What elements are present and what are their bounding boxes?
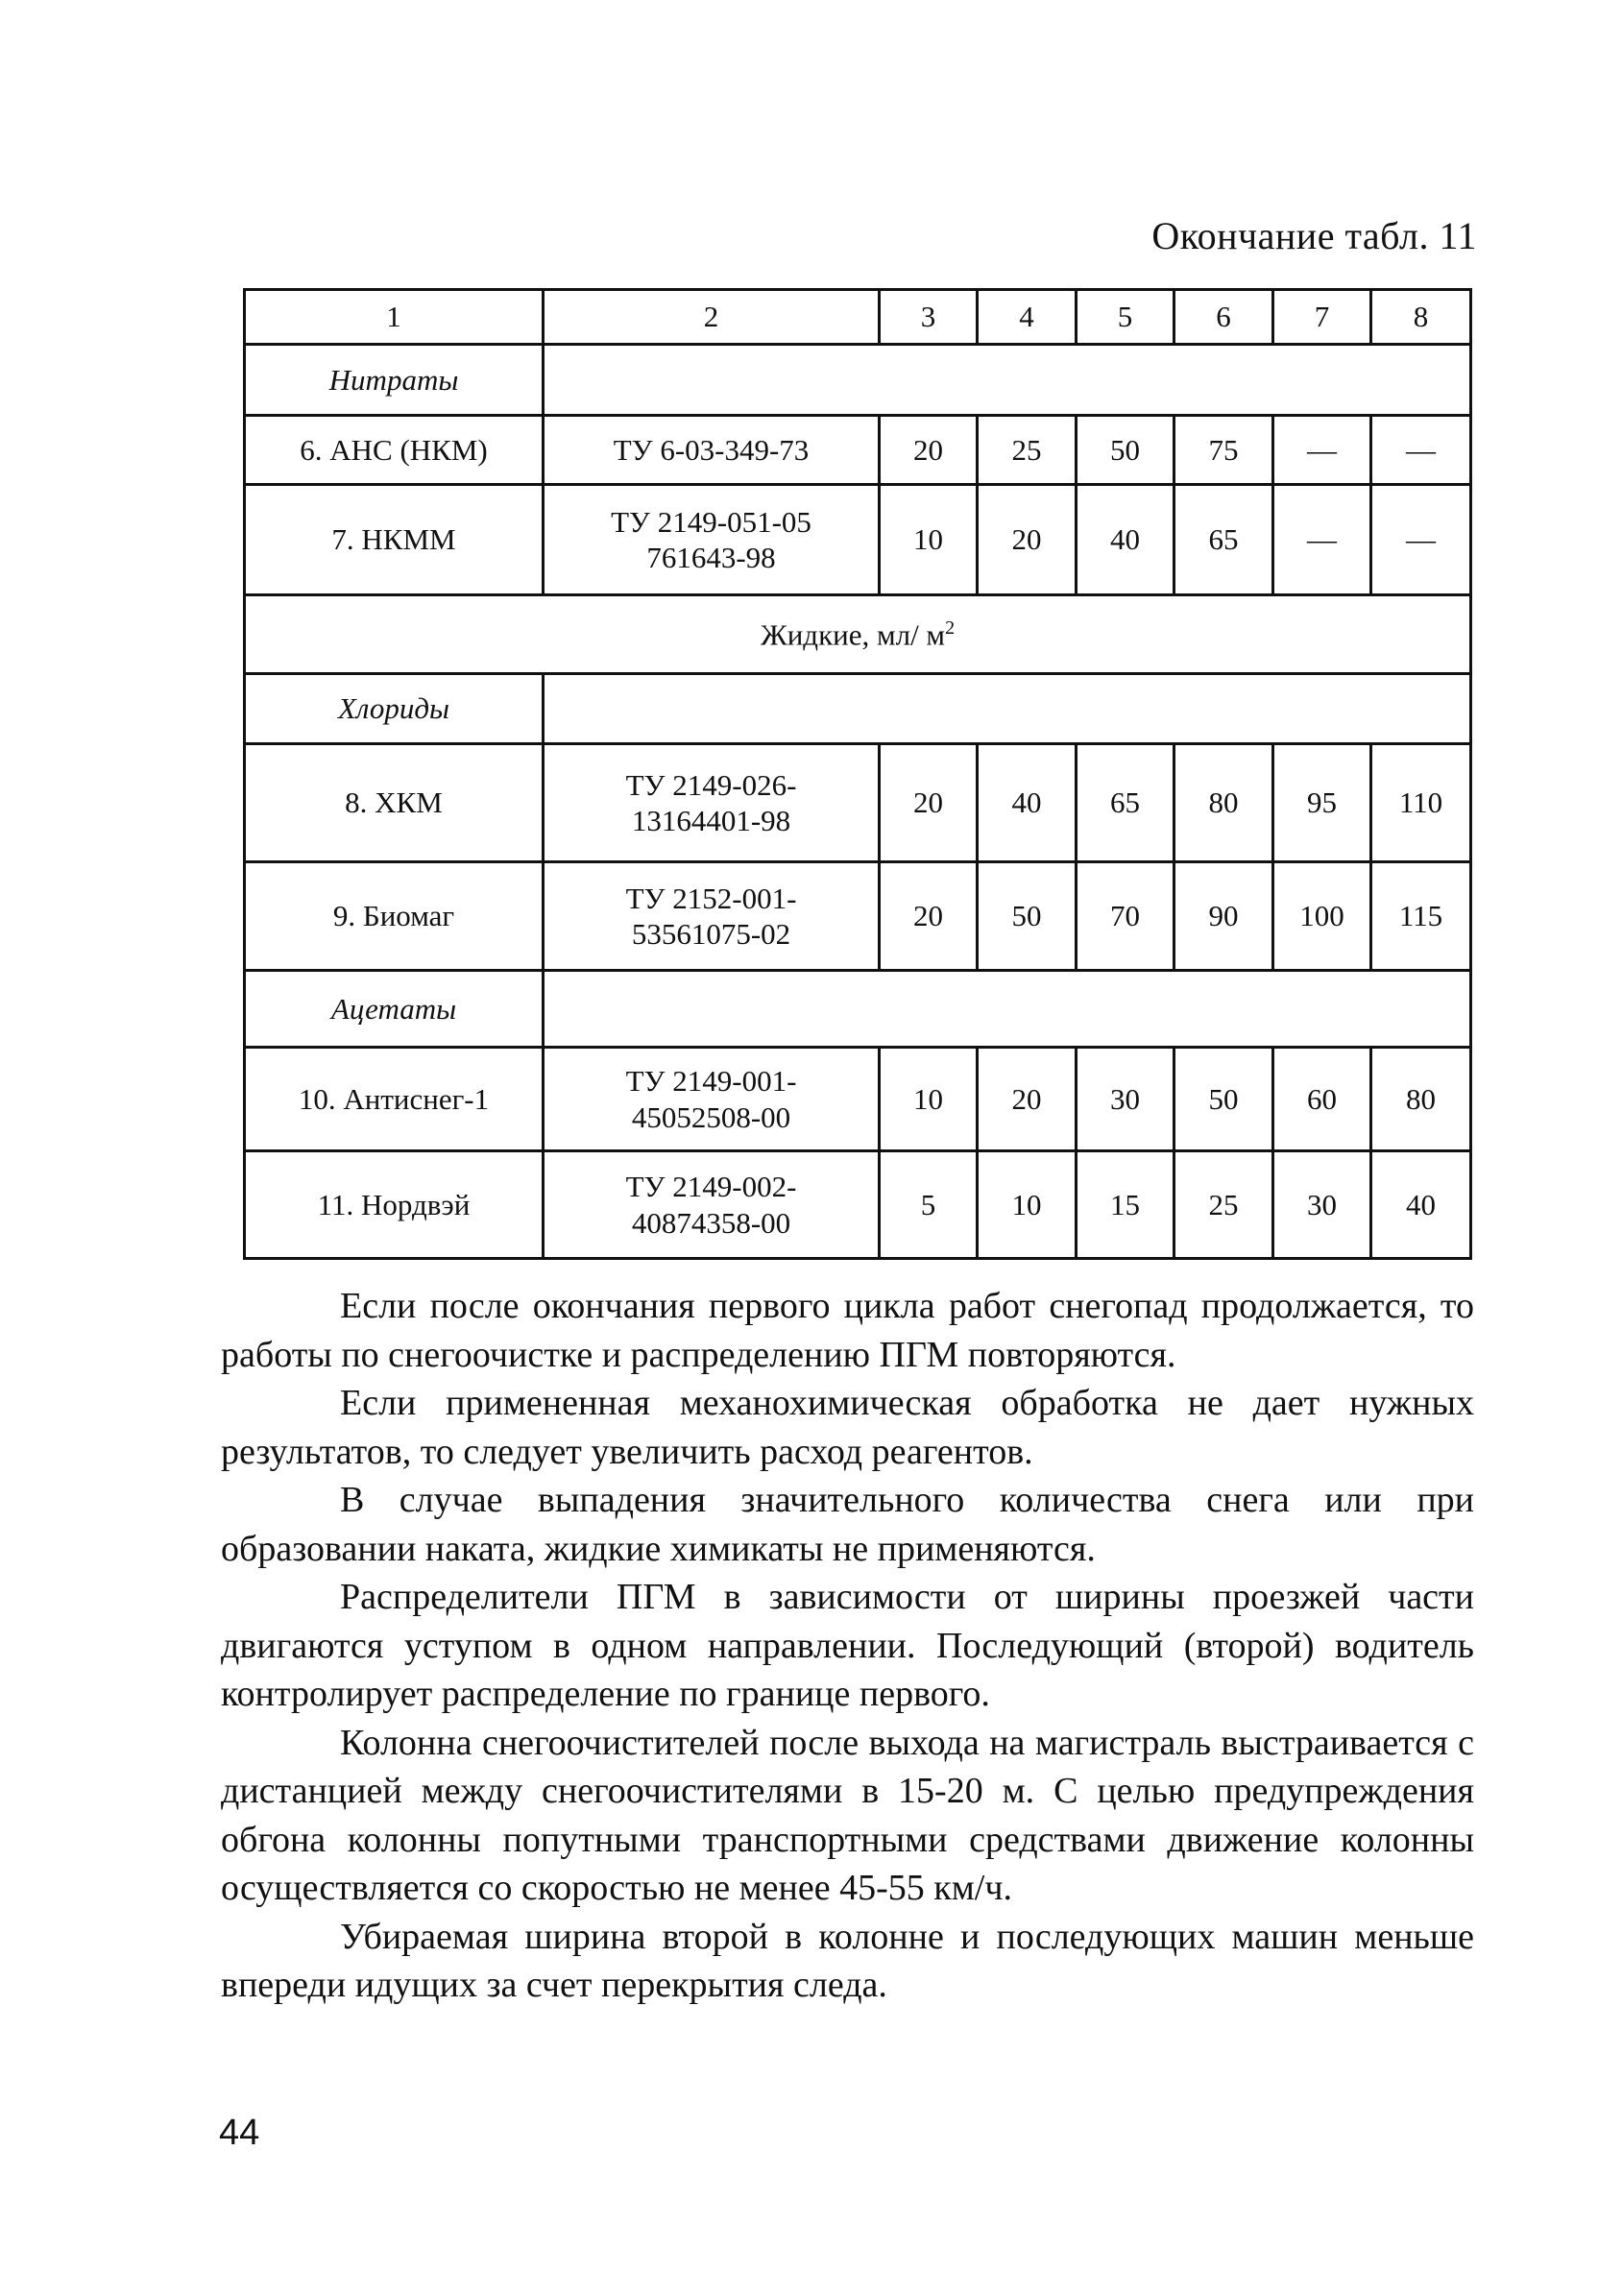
spec-line: ТУ 2152-001- <box>625 881 797 915</box>
value-cell: — <box>1273 485 1371 595</box>
value-cell: 20 <box>880 744 978 862</box>
section-row <box>245 674 1471 744</box>
value-cell: — <box>1273 416 1371 485</box>
reagent-spec <box>544 1048 880 1151</box>
header-cell: 5 <box>1077 290 1174 345</box>
value-cell: 75 <box>1174 416 1273 485</box>
value-cell: 40 <box>1077 485 1174 595</box>
section-empty-cell <box>544 674 1471 744</box>
value-cell: 5 <box>880 1151 978 1259</box>
paragraph: Убираемая ширина второй в колонне и последующих машин меньше впереди идущих за счет перекрытия следа. <box>221 1916 1474 2005</box>
reagent-spec <box>544 1151 880 1259</box>
value-cell: 115 <box>1371 862 1471 971</box>
liquid-label: Жидкие, мл/ м <box>760 617 946 652</box>
reagent-name: 6. АНС (НКМ) <box>245 416 544 485</box>
value-cell: 95 <box>1273 744 1371 862</box>
spec-line: ТУ 2149-002- <box>625 1170 797 1204</box>
paragraph: Если после окончания первого цикла работ снегопад продолжается, то работы по снегоочистке и распределению ПГМ повторяются. <box>221 1286 1474 1375</box>
section-label-chlorides: Хлориды <box>245 674 544 744</box>
spec-line: ТУ 2149-001- <box>625 1064 797 1099</box>
header-cell: 2 <box>544 290 880 345</box>
value-cell: 40 <box>978 744 1077 862</box>
section-row <box>245 345 1471 416</box>
reagent-spec <box>544 744 880 862</box>
spec-line: ТУ 2149-026- <box>625 767 797 802</box>
table-row <box>245 416 1471 485</box>
spec-line: 40874358-00 <box>631 1205 791 1240</box>
table-caption: Окончание табл. 11 <box>1151 214 1477 257</box>
spec-line: 53561075-02 <box>631 917 791 951</box>
table-row <box>245 862 1471 971</box>
value-cell: 50 <box>1077 416 1174 485</box>
reagent-name: 8. ХКМ <box>245 744 544 862</box>
page-number: 44 <box>219 2113 260 2153</box>
value-cell: 100 <box>1273 862 1371 971</box>
value-cell: 90 <box>1174 862 1273 971</box>
value-cell: 80 <box>1174 744 1273 862</box>
spec-line: 45052508-00 <box>631 1100 791 1134</box>
paragraph: В случае выпадения значительного количества снега или при образовании наката, жидкие химикаты не применяются. <box>221 1480 1474 1569</box>
paragraph: Колонна снегоочистителей после выхода на магистраль выстраивается с дистанцией между снегоочистителями в 15-20 м. С целью предупреждения обгона колонны попутными транспортными средствами движение колонны осуществляется со скоростью не менее 45-55 км/ч. <box>221 1722 1474 1908</box>
reagent-table <box>243 288 1472 1260</box>
value-cell: 30 <box>1077 1048 1174 1151</box>
value-cell: 20 <box>978 485 1077 595</box>
spec-line: ТУ 2149-051-05 <box>611 504 811 539</box>
section-label-nitrates: Нитраты <box>245 345 544 416</box>
value-cell: 50 <box>978 862 1077 971</box>
table-row <box>245 1048 1471 1151</box>
value-cell: 25 <box>978 416 1077 485</box>
reagent-name: 9. Биомаг <box>245 862 544 971</box>
value-cell: 10 <box>880 1048 978 1151</box>
spec-line: ТУ 6-03-349-73 <box>613 432 810 467</box>
section-label-acetates: Ацетаты <box>245 971 544 1048</box>
value-cell: — <box>1371 416 1471 485</box>
value-cell: 80 <box>1371 1048 1471 1151</box>
value-cell: 60 <box>1273 1048 1371 1151</box>
value-cell: 65 <box>1174 485 1273 595</box>
value-cell: 70 <box>1077 862 1174 971</box>
table-row <box>245 1151 1471 1259</box>
reagent-name: 10. Антиснег-1 <box>245 1048 544 1151</box>
value-cell: 65 <box>1077 744 1174 862</box>
value-cell: 20 <box>978 1048 1077 1151</box>
section-empty-cell <box>544 971 1471 1048</box>
reagent-name: 7. НКММ <box>245 485 544 595</box>
paragraph: Если примененная механохимическая обработка не дает нужных результатов, то следует увеличить расход реагентов. <box>221 1383 1474 1472</box>
spec-line: 761643-98 <box>646 541 776 574</box>
value-cell: 30 <box>1273 1151 1371 1259</box>
section-row <box>245 595 1471 674</box>
liquid-label-sup: 2 <box>945 616 956 639</box>
value-cell: 10 <box>880 485 978 595</box>
header-cell: 7 <box>1273 290 1371 345</box>
value-cell: 40 <box>1371 1151 1471 1259</box>
reagent-spec <box>544 485 880 595</box>
value-cell: 25 <box>1174 1151 1273 1259</box>
header-cell: 1 <box>245 290 544 345</box>
paragraph: Распределители ПГМ в зависимости от ширины проезжей части двигаются уступом в одном направлении. Последующий (второй) водитель контролирует распределение по границе первого. <box>221 1577 1474 1714</box>
header-cell: 4 <box>978 290 1077 345</box>
value-cell: 20 <box>880 862 978 971</box>
value-cell: 15 <box>1077 1151 1174 1259</box>
value-cell: 20 <box>880 416 978 485</box>
section-label-liquid <box>245 595 1471 674</box>
value-cell: 110 <box>1371 744 1471 862</box>
reagent-name: 11. Нордвэй <box>245 1151 544 1259</box>
value-cell: — <box>1371 485 1471 595</box>
header-cell: 3 <box>880 290 978 345</box>
table-header-row <box>245 290 1471 345</box>
table-row <box>245 744 1471 862</box>
body-text <box>221 1282 1474 2010</box>
section-row <box>245 971 1471 1048</box>
value-cell: 10 <box>978 1151 1077 1259</box>
value-cell: 50 <box>1174 1048 1273 1151</box>
table-row <box>245 485 1471 595</box>
header-cell: 6 <box>1174 290 1273 345</box>
header-cell: 8 <box>1371 290 1471 345</box>
section-empty-cell <box>544 345 1471 416</box>
spec-line: 13164401-98 <box>631 804 791 837</box>
reagent-spec <box>544 416 880 485</box>
reagent-spec <box>544 862 880 971</box>
